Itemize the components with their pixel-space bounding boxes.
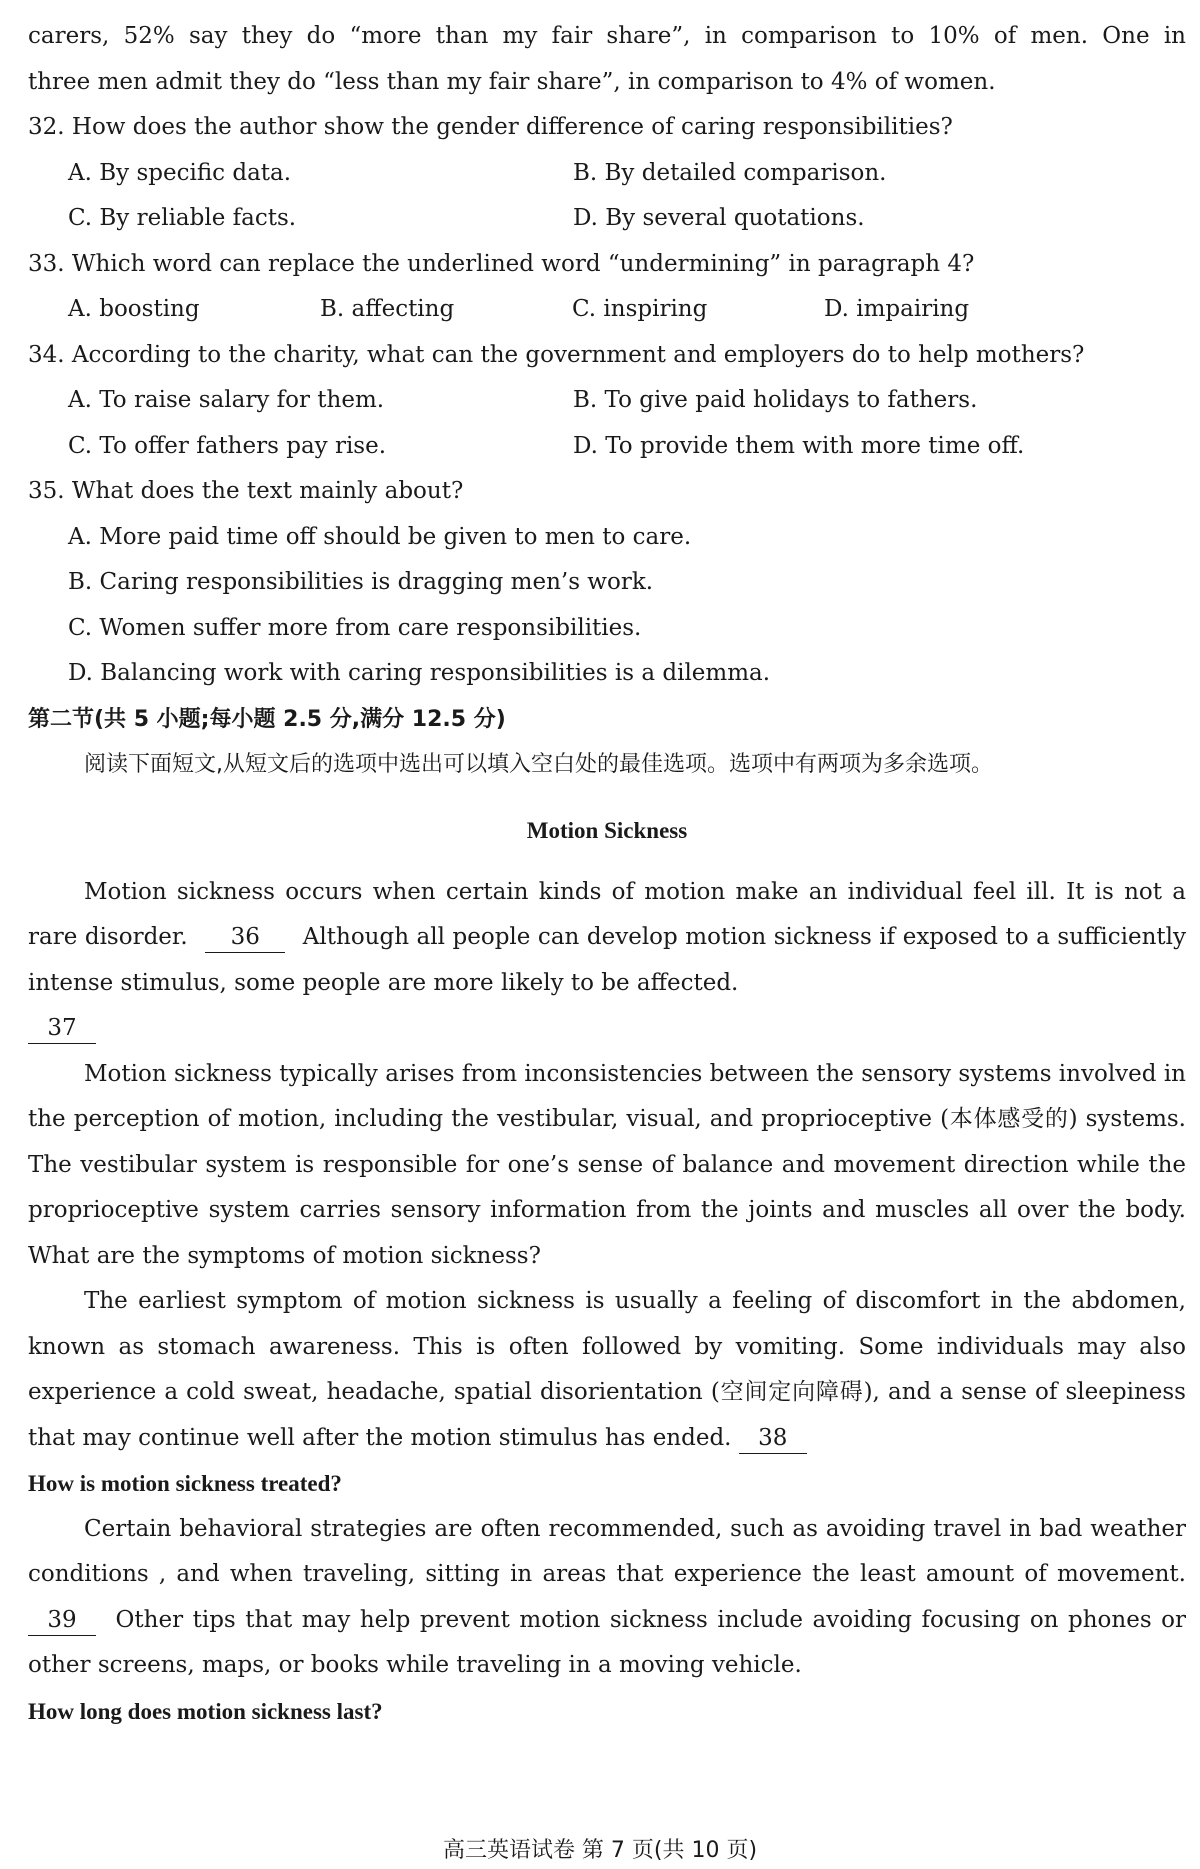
option-d: D. impairing (824, 296, 970, 322)
option-row (28, 151, 1186, 197)
option-a: A. boosting (68, 296, 200, 322)
article-paragraph (28, 870, 1186, 1007)
option-d: D. By several quotations. (573, 205, 865, 231)
text-line: three men admit they do “less than my fair share”, in comparison to 4% of women. (28, 68, 996, 95)
question-stem: 35. What does the text mainly about? (28, 478, 464, 504)
question-stem: 34. According to the charity, what can the government and employers do to help mothers? (28, 341, 1085, 368)
option-row (28, 378, 1186, 424)
blank-36: 36 (205, 922, 285, 953)
option-row (28, 424, 1186, 470)
option-c: C. By reliable facts. (68, 205, 297, 231)
question-stem: 33. Which word can replace the underlined word “undermining” in paragraph 4? (28, 250, 975, 277)
article-title: Motion Sickness (526, 817, 688, 843)
paragraph-text: Certain behavioral strategies are often recommended, such as avoiding travel in bad weather conditions , and when traveling, sitting in areas that experience the least amount of movement. (28, 1515, 1186, 1587)
section-instruction: 阅读下面短文,从短文后的选项中选出可以填入空白处的最佳选项。选项中有两项为多余选项。 (84, 752, 993, 777)
article-paragraph (28, 1279, 1186, 1461)
option-a: A. By specific data. (68, 159, 292, 186)
article-paragraph: Motion sickness typically arises from inconsistencies between the sensory systems involved in the perception of motion, including the vestibular, visual, and proprioceptive (本体感受的) systems. The vestibular system is responsible for one’s sense of balance and movement direction while the proprioceptive system carries sensory information from the joints and muscles all over the body. What are the symptoms of motion sickness? (28, 1060, 1186, 1269)
paragraph-text: Motion sickness occurs when certain kinds of motion make an individual feel ill. It is not a rare disorder. (28, 878, 1186, 950)
article-subheading: How long does motion sickness last? (28, 1698, 383, 1724)
paragraph-text: Other tips that may help prevent motion sickness include avoiding focusing on phones or other screens, maps, or books while traveling in a moving vehicle. (28, 1606, 1187, 1678)
paragraph-text: Although all people can develop motion sickness if exposed to a sufficiently intense stimulus, some people are more likely to be affected. (28, 924, 1186, 996)
blank-line (28, 1006, 1186, 1052)
page-footer: 高三英语试卷 第 7 页(共 10 页) (442, 1838, 758, 1863)
question-stem: 32. How does the author show the gender difference of caring responsibilities? (28, 114, 953, 140)
option-b: B. affecting (320, 296, 455, 322)
blank-38: 38 (739, 1423, 807, 1454)
option-b: B. Caring responsibilities is dragging men’s work. (68, 569, 654, 595)
option-row (28, 196, 1186, 242)
exam-page (28, 14, 1186, 1734)
option-d: D. To provide them with more time off. (573, 432, 1025, 459)
option-d: D. Balancing work with caring responsibilities is a dilemma. (68, 660, 771, 686)
option-b: B. By detailed comparison. (573, 159, 887, 186)
article-paragraph (28, 1507, 1186, 1689)
option-b: B. To give paid holidays to fathers. (573, 387, 978, 413)
option-a: A. To raise salary for them. (68, 387, 385, 413)
option-c: C. Women suffer more from care responsibilities. (68, 614, 642, 641)
article-subheading: How is motion sickness treated? (28, 1471, 342, 1496)
option-row (28, 287, 1186, 333)
section-heading: 第二节(共 5 小题;每小题 2.5 分,满分 12.5 分) (28, 706, 506, 732)
paragraph-text: The earliest symptom of motion sickness is usually a feeling of discomfort in the abdomen, known as stomach awareness. This is often followed by vomiting. Some individuals may also experience a cold sweat, headache, spatial disorientation (空间定向障碍), and a sense of sleepiness that may continue well after the motion stimulus has ended. (28, 1288, 1186, 1451)
blank-39: 39 (28, 1605, 96, 1636)
option-a: A. More paid time off should be given to men to care. (68, 523, 692, 550)
blank-37: 37 (28, 1013, 96, 1044)
option-c: C. inspiring (572, 296, 708, 322)
option-c: C. To offer fathers pay rise. (68, 432, 387, 459)
text-line: carers, 52% say they do “more than my fair share”, in comparison to 10% of men. One in (28, 23, 1186, 49)
